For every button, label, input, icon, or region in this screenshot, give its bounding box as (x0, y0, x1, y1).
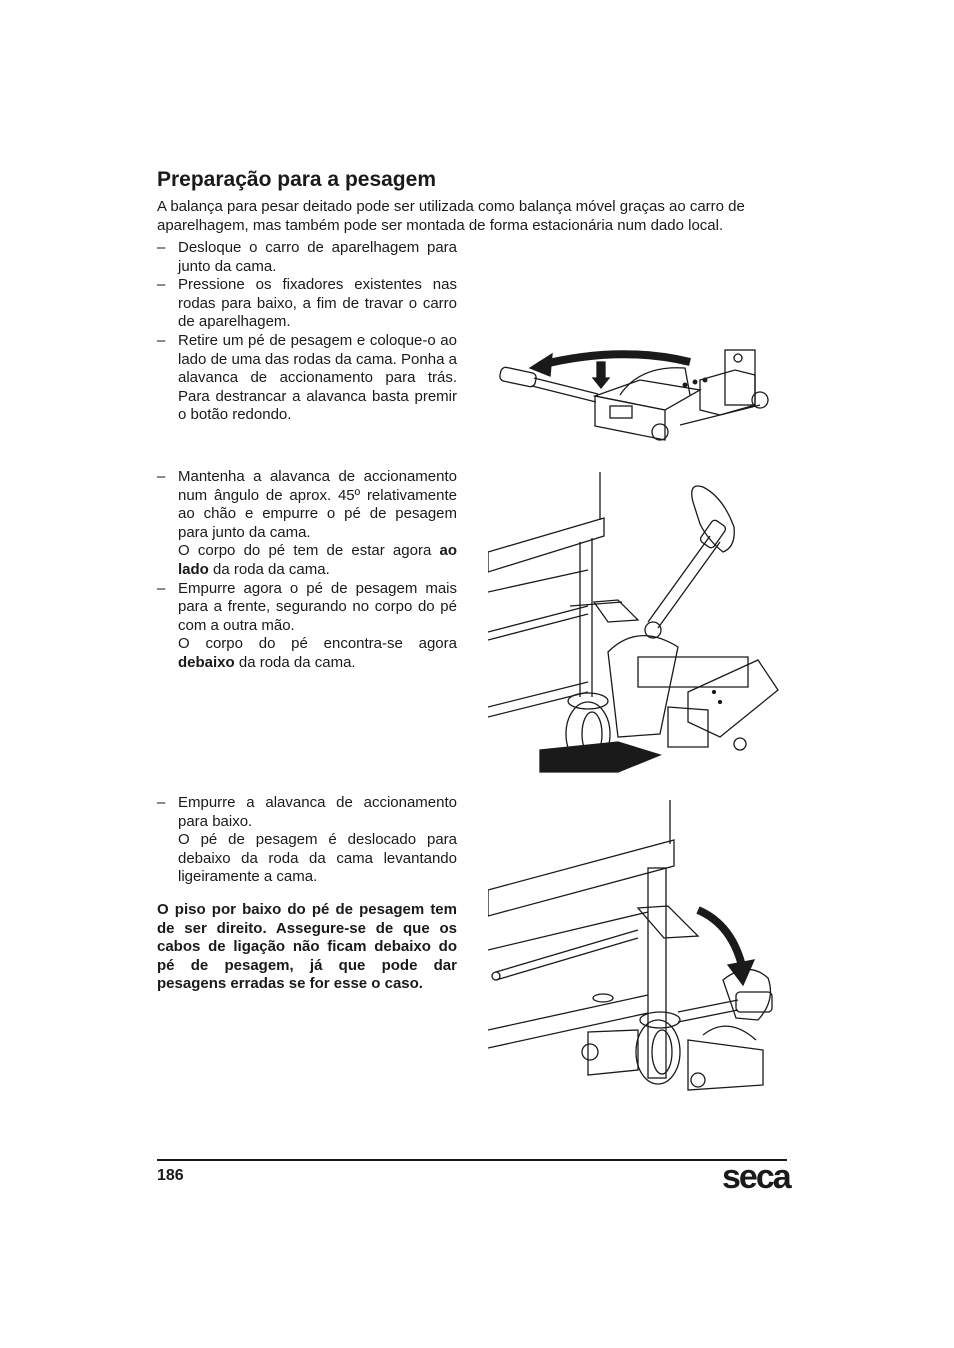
seca-logo: seca (722, 1158, 790, 1196)
list-item-note: O pé de pesagem é deslocado para debaixo da roda da cama levantando ligeiramente a cama. (178, 831, 457, 886)
list-item: – Empurre a alavanca de accionamento para baixo. O pé de pesagem é deslocado para debaixo da roda da cama levantando ligeiramente a cama. (157, 794, 457, 886)
instruction-list-1 (157, 239, 457, 425)
footer-rule (157, 1159, 787, 1161)
page-number: 186 (157, 1167, 184, 1184)
list-item: – Mantenha a alavanca de accionamento num ângulo de aprox. 45º relativamente ao chão e empurre o pé de pesagem para junto da cama. O corpo do pé tem de estar agora ao lado da roda da cama. (157, 468, 457, 578)
instruction-list-3 (157, 794, 457, 887)
list-item: – Desloque o carro de aparelhagem para junto da cama. (157, 239, 457, 275)
list-item: – Retire um pé de pesagem e coloque-o ao lado de uma das rodas da cama. Ponha a alavanca de accionamento para trás. Para destrancar a alavanca basta premir o botão redondo. (157, 331, 457, 424)
page-title: Preparação para a pesagem (157, 168, 436, 191)
list-item-note: O corpo do pé encontra-se agora debaixo da roda da cama. (178, 635, 457, 671)
illustration-push-foot-to-bed (488, 472, 783, 777)
list-item-note: O corpo do pé tem de estar agora ao lado da roda da cama. (178, 542, 457, 578)
illustration-weighing-foot-lever (490, 340, 780, 450)
list-item: – Pressione os fixadores existentes nas rodas para baixo, a fim de travar o carro de aparelhagem. (157, 276, 457, 331)
intro-paragraph: A balança para pesar deitado pode ser utilizada como balança móvel graças ao carro de aparelhagem, mas também pode ser montada de forma estacionária num dado local. (157, 198, 745, 234)
list-item: – Empurre agora o pé de pesagem mais para a frente, segurando no corpo do pé com a outra mão. O corpo do pé encontra-se agora debaixo da roda da cama. (157, 579, 457, 671)
instruction-list-2 (157, 468, 457, 673)
warning-note: O piso por baixo do pé de pesagem tem de ser direito. Assegure-se de que os cabos de ligação não ficam debaixo do pé de pesagem, já que pode dar pesagens erradas se for esse o caso. (157, 901, 457, 993)
illustration-lever-down (488, 800, 778, 1100)
